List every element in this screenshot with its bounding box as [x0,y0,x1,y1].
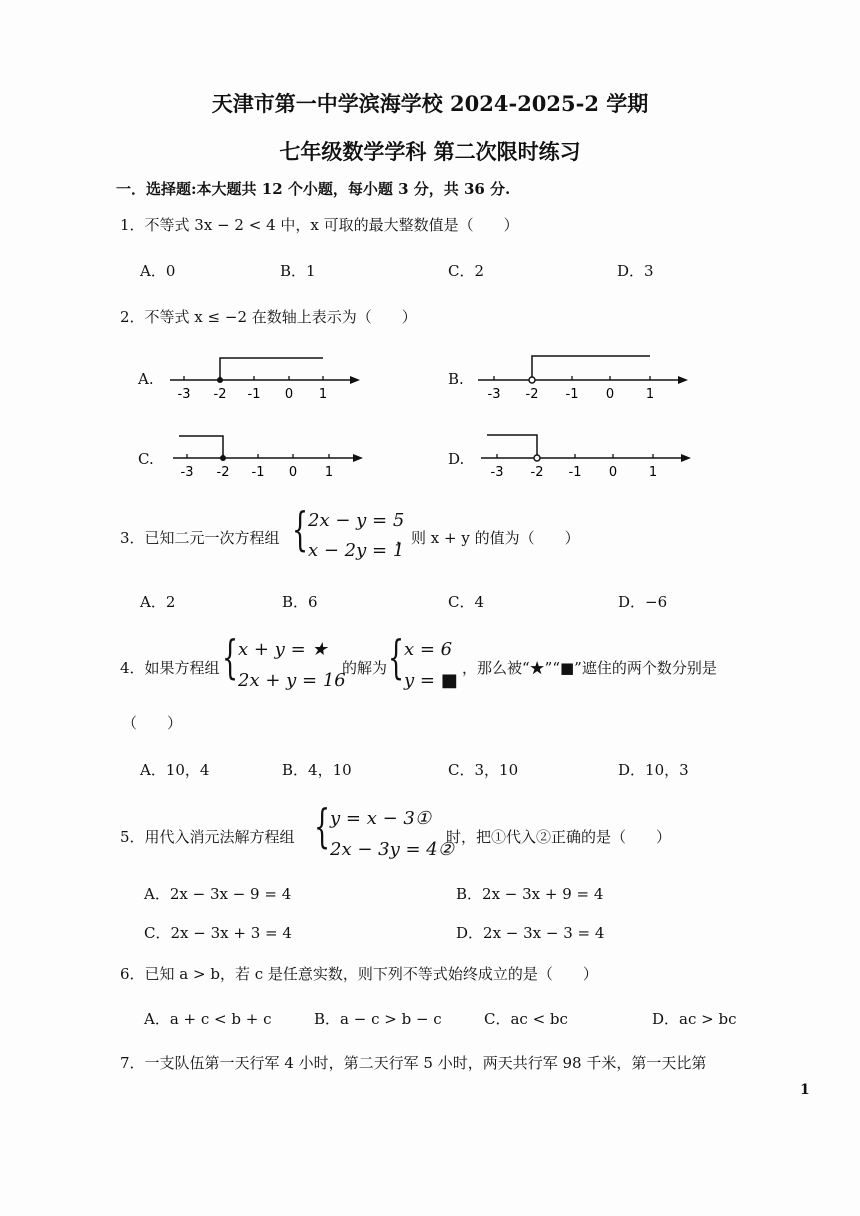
question-5-prefix: 5．用代入消元法解方程组 [120,828,295,846]
left-brace: { [222,630,239,684]
question-5-equation-1: y = x − 3① [330,808,431,829]
left-brace: { [314,799,331,853]
tick-label: -1 [565,387,579,402]
tick-label: 0 [284,387,294,402]
section-heading: 一．选择题:本大题共 12 个小题，每小题 3 分，共 36 分. [116,180,511,198]
question-2-option-c-numberline [165,428,375,488]
question-4-option-d: D．10，3 [618,761,689,779]
tick-label: 1 [645,387,655,402]
question-5-option-a: A．2x − 3x − 9 = 4 [144,885,292,903]
question-4-suffix: ，那么被“★”“■”遮住的两个数分别是 [462,659,717,677]
question-4-mid: 的解为 [342,659,388,677]
question-6-option-c: C．ac < bc [484,1010,568,1028]
question-5-option-b: B．2x − 3x + 9 = 4 [456,885,604,903]
tick-label: 1 [648,465,658,480]
question-4-answer-paren: （ ） [122,714,183,732]
tick-label: -1 [568,465,582,480]
tick-label: -2 [525,387,539,402]
tick-label: -2 [530,465,544,480]
question-3-option-c: C．4 [448,593,485,611]
question-3-equation-1: 2x − y = 5 [308,510,405,531]
exam-title-school: 天津市第一中学滨海学校 2024-2025-2 学期 [211,91,649,116]
tick-label: -2 [216,465,230,480]
question-3-equation-2: x − 2y = 1 [308,540,405,561]
question-1-option-b: B．1 [280,262,316,280]
question-3-suffix: ，则 x + y 的值为（ ） [396,529,580,547]
question-5-option-d: D．2x − 3x − 3 = 4 [456,924,605,942]
tick-label: -2 [213,387,227,402]
question-3-option-d: D．−6 [618,593,668,611]
question-4-prefix: 4．如果方程组 [120,659,220,677]
question-2-stem: 2．不等式 x ≤ −2 在数轴上表示为（ ） [120,308,417,326]
question-4-equation-1: x + y = ★ [238,639,328,660]
question-2-option-d-numberline [475,428,700,488]
question-7-stem: 7．一支队伍第一天行军 4 小时，第二天行军 5 小时，两天共行军 98 千米，第一天比第 [120,1054,707,1072]
tick-label: 1 [324,465,334,480]
question-6-option-d: D．ac > bc [652,1010,737,1028]
question-3-prefix: 3．已知二元一次方程组 [120,529,280,547]
question-4-option-b: B．4，10 [282,761,352,779]
tick-label: 1 [318,387,328,402]
tick-label: 0 [608,465,618,480]
question-4-equation-2: 2x + y = 16 [238,670,346,691]
tick-label: -3 [487,387,501,402]
tick-label: -1 [247,387,261,402]
question-4-option-c: C．3，10 [448,761,519,779]
question-1-option-d: D．3 [617,262,654,280]
question-6-stem: 6．已知 a > b，若 c 是任意实数，则下列不等式始终成立的是（ ） [120,965,598,983]
question-6-option-b: B．a − c > b − c [314,1010,442,1028]
tick-label: 0 [605,387,615,402]
question-2-option-c-label: C. [138,450,154,468]
tick-label: -3 [180,465,194,480]
question-5-option-c: C．2x − 3x + 3 = 4 [144,924,292,942]
question-2-option-b-numberline [470,350,700,410]
tick-label: -3 [490,465,504,480]
tick-label: -3 [177,387,191,402]
question-2-option-a-numberline [160,350,370,410]
tick-label: 0 [288,465,298,480]
question-4-option-a: A．10，4 [140,761,210,779]
question-2-option-d-label: D. [448,450,465,468]
question-5-suffix: 时，把①代入②正确的是（ ） [446,828,672,846]
question-5-equation-2: 2x − 3y = 4② [330,839,454,860]
question-6-option-a: A．a + c < b + c [144,1010,272,1028]
question-3-option-a: A．2 [140,593,176,611]
question-1-option-a: A．0 [140,262,176,280]
exam-title-subject: 七年级数学学科 第二次限时练习 [279,139,581,164]
question-2-option-b-label: B. [448,370,464,388]
left-brace: { [292,502,309,556]
page-number: 1 [800,1082,810,1098]
question-1-stem: 1．不等式 3x − 2 < 4 中，x 可取的最大整数值是（ ） [120,216,519,234]
tick-label: -1 [251,465,265,480]
question-4-solution-y: y = ■ [404,670,458,691]
question-2-option-a-label: A. [138,370,154,388]
question-1-option-c: C．2 [448,262,485,280]
question-4-solution-x: x = 6 [404,639,453,660]
question-3-option-b: B．6 [282,593,318,611]
left-brace: { [388,630,405,684]
